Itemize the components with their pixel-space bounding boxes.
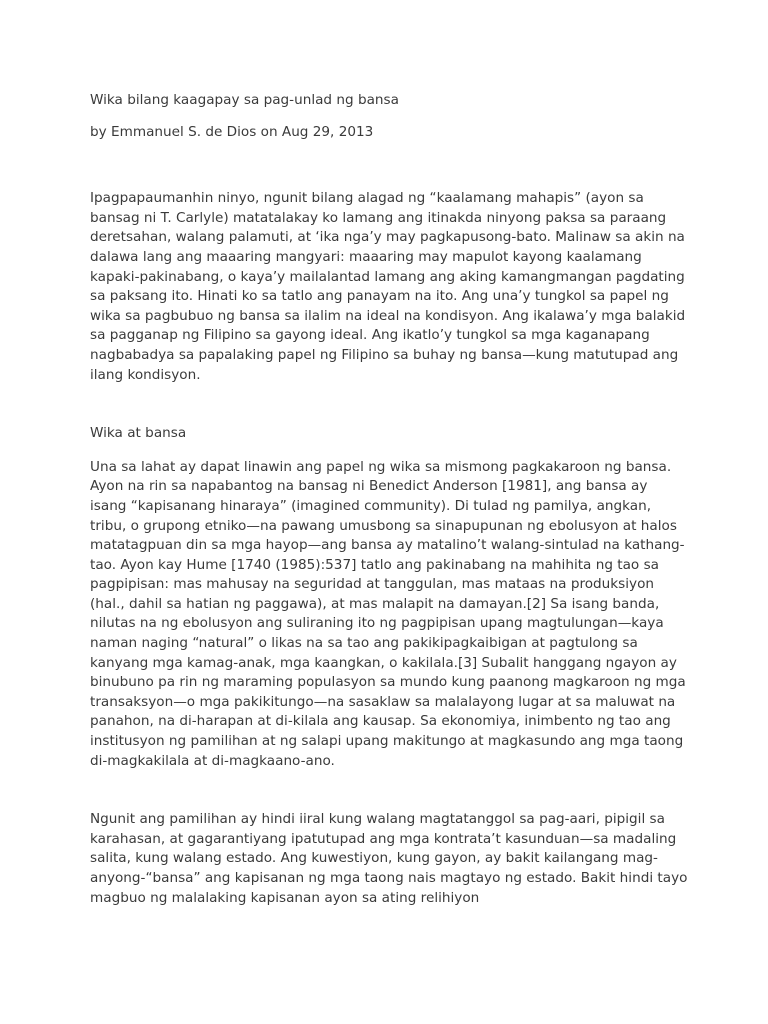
section-heading: Wika at bansa xyxy=(90,425,187,442)
section-paragraph: Una sa lahat ay dapat linawin ang papel ng wika sa mismong pagkakaroon ng bansa. Ayon na rin sa napabantog na bansag ni Benedict Anderson [1981], ang bansa ay isang “kapisanang hinaraya” (imagined community). Di tulad ng pamilya, angkan, tribu, o grupong etniko—na pawang umusbong sa sinapupunan ng ebolusyon at halos matatagpuan din sa mga hayop—ang bansa ay matalino’t walang-sintulad na kathang-tao. Ayon kay Hume [1740 (1985):537] tatlo ang pakinabang na mahihita ng tao sa pagpipisan: mas mahusay na seguridad at tanggulan, mas mataas na produksiyon (hal., dahil sa hatian ng paggawa), at mas malapit na damayan.[2] Sa isang banda, nilutas na ng ebolusyon ang suliraning ito ng pagpipisan upang magtulungan—kaya naman naging “natural” o likas na sa tao ang pakikipagkaibigan at pagtulong sa kanyang mga kamag-anak, mga kaangkan, o kakilala.[3] Subalit hanggang ngayon ay binubuno pa rin ng maraming populasyon sa mundo kung paanong magkaroon ng mga transaksyon—o mga pakikitungo—na sasaklaw sa malalayong lugar at sa maluwat na panahon, na di-harapan at di-kilala ang kausap. Sa ekonomiya, inimbento ng tao ang institusyon ng pamilihan at ng salapi upang makitungo at magkasundo ang mga taong di-magkakilala at di-magkaano-ano. xyxy=(90,458,686,769)
intro-paragraph: Ipagpapaumanhin ninyo, ngunit bilang alagad ng “kaalamang mahapis” (ayon sa bansag ni T. Carlyle) matatalakay ko lamang ang itinakda ninyong paksa sa paraang deretsahan, walang palamuti, at ‘ika nga’y may pagkapusong-bato. Malinaw sa akin na dalawa lang ang maaaring mangyari: maaaring may mapulot kayong kaalamang kapaki-pakinabang, o kaya’y mailalantad lamang ang aking kamangmangan pagdating sa paksang ito. Hinati ko sa tatlo ang panayam na ito. Ang una’y tungkol sa papel ng wika sa pagbubuo ng bansa sa ilalim na ideal na kondisyon. Ang ikalawa’y mga balakid sa pagganap ng Filipino sa gayong ideal. Ang ikatlo’y tungkol sa mga kaganapang nagbabadya sa papalaking papel ng Filipino sa buhay ng bansa—kung matutupad ang ilang kondisyon. xyxy=(90,190,686,383)
byline: by Emmanuel S. de Dios on Aug 29, 2013 xyxy=(90,123,374,140)
document-page xyxy=(90,91,688,908)
document-title: Wika bilang kaagapay sa pag-unlad ng bansa xyxy=(90,92,399,108)
closing-paragraph: Ngunit ang pamilihan ay hindi iiral kung walang magtatanggol sa pag-aari, pipigil sa karahasan, at gagarantiyang ipatutupad ang mga kontrata’t kasunduan—sa madaling salita, kung walang estado. Ang kuwestiyon, kung gayon, ay bakit kailangang mag-anyong-“bansa” ang kapisanan ng mga taong nais magtayo ng estado. Bakit hindi tayo magbuo ng malalaking kapisanan ayon sa ating relihiyon xyxy=(90,811,688,906)
